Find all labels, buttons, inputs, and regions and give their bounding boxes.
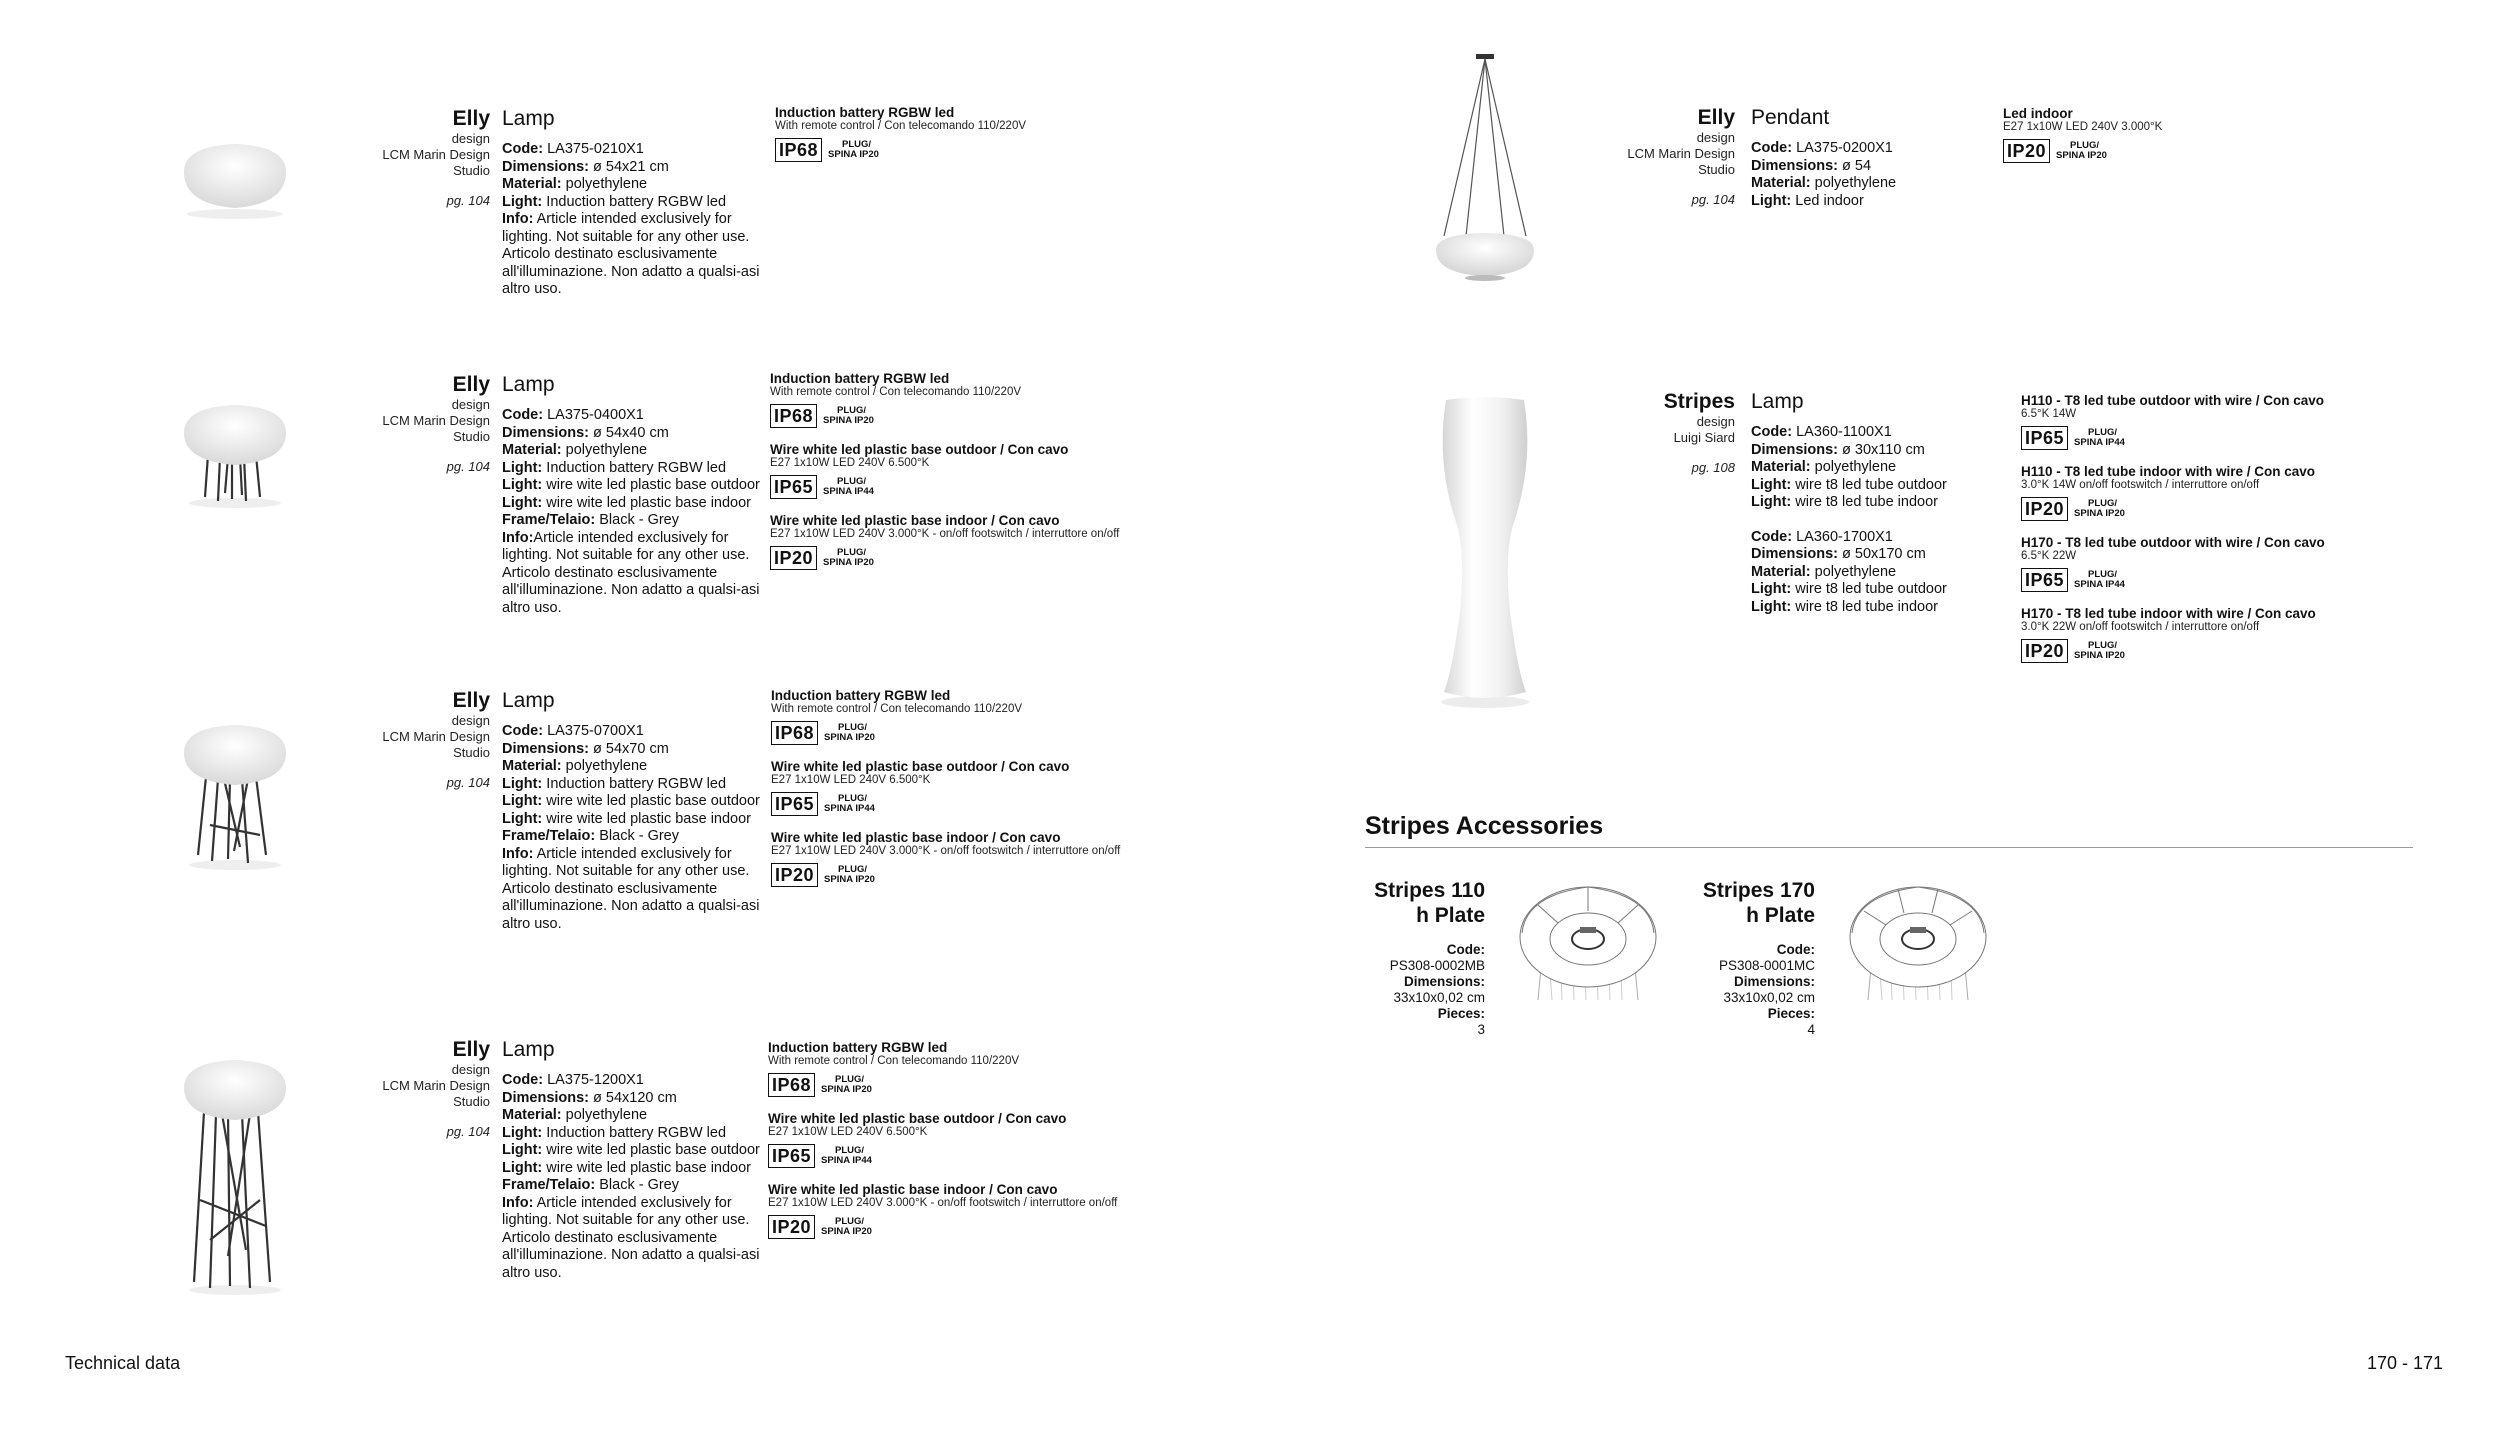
ip-rating-badge: IP65: [768, 1144, 815, 1168]
detail-line: Light: Induction battery RGBW led: [502, 1124, 727, 1141]
accessory-code-label: Code:: [1776, 942, 1815, 957]
detail-line: Light: wire t8 led tube outdoor: [1751, 581, 1947, 597]
ip-rating-badge: IP65: [2021, 426, 2068, 450]
accessory-dimensions: 33x10x0,02 cm: [1393, 990, 1485, 1005]
ip-rating-badge: IP20: [2021, 639, 2068, 663]
plug-spec: PLUG/ SPINA IP20: [823, 547, 874, 568]
product-name: Stripes: [1663, 390, 1735, 413]
product-details: [1751, 106, 2011, 210]
light-options: [770, 371, 1190, 584]
plug-spec: PLUG/ SPINA IP44: [2074, 569, 2125, 590]
ip-rating-badge: IP65: [2021, 568, 2068, 592]
light-option: H170 - T8 led tube outdoor with wire / Con cavo 6.5°K 22W IP65 PLUG/ SPINA IP44: [2021, 535, 2325, 590]
detail-line: Light: Induction battery RGBW led: [502, 459, 727, 476]
elly-pendant-image: [1420, 50, 1550, 290]
accessory-pieces-label: Pieces:: [1767, 1006, 1815, 1021]
light-options: [2021, 393, 2441, 677]
product-type: Lamp: [502, 107, 555, 130]
designer-name: LCM Marin Design Studio: [382, 147, 490, 178]
detail-line: Light: wire wite led plastic base indoor: [502, 494, 752, 511]
plug-spec: PLUG/ SPINA IP20: [821, 1074, 872, 1095]
accessory-pieces-label: Pieces:: [1437, 1006, 1485, 1021]
light-option: Led indoor E27 1x10W LED 240V 3.000°K IP20 PLUG/ SPINA IP20: [2003, 106, 2163, 161]
accessory-code: PS308-0001MC: [1718, 958, 1815, 973]
light-option: Induction battery RGBW led With remote control / Con telecomando 110/220V IP68 PLUG/ SPINA IP20: [770, 371, 1022, 426]
detail-line: Info: Article intended exclusively for lighting. Not suitable for any other use. Articolo destinato esclusivamente all'illuminazione. Non adatto a qualsi-asi altro uso.: [502, 211, 760, 297]
detail-line: Dimensions: ø 30x110 cm: [1751, 441, 1925, 458]
product-name: Elly: [452, 107, 490, 130]
designer-name: LCM Marin Design Studio: [382, 413, 490, 444]
accessory-code-label: Code:: [1446, 942, 1485, 957]
stripes-lamp-image: [1430, 392, 1540, 712]
light-option: Wire white led plastic base indoor / Con cavo E27 1x10W LED 240V 3.000°K - on/off footswitch / interruttore on/off IP20 PLUG/ SPINA IP20: [768, 1182, 1118, 1237]
detail-line: Light: Induction battery RGBW led: [502, 775, 727, 792]
light-option: Induction battery RGBW led With remote control / Con telecomando 110/220V IP68 PLUG/ SPINA IP20: [771, 688, 1023, 743]
ip-rating-badge: IP20: [2021, 497, 2068, 521]
product-type: Lamp: [502, 689, 555, 712]
ip-rating-badge: IP68: [770, 404, 817, 428]
page-reference: pg. 104: [446, 193, 490, 208]
detail-line: Light: wire wite led plastic base outdoor: [502, 1142, 760, 1158]
detail-line: Light: wire wite led plastic base outdoor: [502, 793, 760, 809]
designer-block: [375, 107, 490, 208]
light-options: [768, 1040, 1188, 1253]
detail-line: Dimensions: ø 54x40 cm: [502, 424, 669, 441]
detail-line: Light: wire wite led plastic base indoor: [502, 1159, 752, 1176]
page-reference: pg. 104: [1691, 192, 1735, 207]
page-reference: pg. 108: [1691, 460, 1735, 475]
page-reference: pg. 104: [446, 775, 490, 790]
plug-spec: PLUG/ SPINA IP20: [824, 864, 875, 885]
accessory-pieces: 3: [1477, 1022, 1485, 1037]
detail-line: Dimensions: ø 54x70 cm: [502, 740, 669, 757]
plug-spec: PLUG/ SPINA IP20: [823, 405, 874, 426]
detail-line: Frame/Telaio: Black - Grey: [502, 1177, 679, 1193]
plug-spec: PLUG/ SPINA IP44: [2074, 427, 2125, 448]
detail-line: Info: Article intended exclusively for lighting. Not suitable for any other use. Articolo destinato esclusivamente all'illuminazione. Non adatto a qualsi-asi altro uso.: [502, 1194, 760, 1281]
plug-spec: PLUG/ SPINA IP44: [821, 1145, 872, 1166]
light-option: Wire white led plastic base outdoor / Con cavo E27 1x10W LED 240V 6.500°K IP65 PLUG/ SPINA IP44: [771, 759, 1070, 814]
designer-name: LCM Marin Design Studio: [382, 1078, 490, 1109]
page-reference: pg. 104: [446, 459, 490, 474]
detail-line: Material: polyethylene: [502, 442, 648, 458]
light-option: H110 - T8 led tube indoor with wire / Con cavo 3.0°K 14W on/off footswitch / interruttore on/off IP20 PLUG/ SPINA IP20: [2021, 464, 2316, 519]
detail-line: Code: LA375-0210X1: [502, 141, 644, 157]
detail-line: Frame/Telaio: Black - Grey: [502, 512, 679, 528]
page-reference: pg. 104: [446, 1124, 490, 1139]
light-options: [2003, 106, 2423, 177]
light-option: Induction battery RGBW led With remote control / Con telecomando 110/220V IP68 PLUG/ SPINA IP20: [768, 1040, 1020, 1095]
light-option: Wire white led plastic base outdoor / Con cavo E27 1x10W LED 240V 6.500°K IP65 PLUG/ SPINA IP44: [768, 1111, 1067, 1166]
product-name: Elly: [452, 1038, 490, 1061]
detail-line: Code: LA375-0200X1: [1751, 140, 1893, 156]
plug-spec: PLUG/ SPINA IP44: [823, 476, 874, 497]
detail-line: Code: LA375-0700X1: [502, 723, 644, 739]
page-numbers: 170 - 171: [2366, 1353, 2443, 1373]
detail-line: Material: polyethylene: [502, 758, 648, 774]
accessory-dimensions-label: Dimensions:: [1733, 974, 1815, 989]
detail-line: Material: polyethylene: [1751, 459, 1897, 475]
detail-line: Dimensions: ø 50x170 cm: [1751, 546, 1926, 562]
elly-lamp-70-image: [170, 715, 300, 875]
design-label: design: [451, 131, 490, 146]
ip-rating-badge: IP68: [768, 1073, 815, 1097]
accessory-dimensions-label: Dimensions:: [1403, 974, 1485, 989]
stripes-170-plate-image: [1838, 875, 1998, 1015]
designer-block: [375, 373, 490, 474]
product-details: [502, 1038, 762, 1282]
detail-line: Light: Induction battery RGBW led: [502, 193, 727, 210]
light-option: Wire white led plastic base indoor / Con cavo E27 1x10W LED 240V 3.000°K - on/off footswitch / interruttore on/off IP20 PLUG/ SPINA IP20: [770, 513, 1120, 568]
product-type: Lamp: [1751, 390, 1804, 413]
light-option: Induction battery RGBW led With remote control / Con telecomando 110/220V IP68 PLUG/ SPINA IP20: [775, 105, 1027, 160]
light-options: [775, 105, 1195, 176]
detail-line: Light: wire wite led plastic base outdoor: [502, 477, 760, 493]
accessory-info: [1365, 878, 1485, 1038]
accessory-name: Stripes 110 h Plate: [1374, 879, 1485, 927]
product-details: [502, 689, 762, 933]
detail-line: Dimensions: ø 54x21 cm: [502, 158, 669, 175]
product-type: Pendant: [1751, 106, 1830, 129]
ip-rating-badge: IP20: [2003, 139, 2050, 163]
product-details: [1751, 390, 2011, 616]
designer-name: LCM Marin Design Studio: [1627, 146, 1735, 177]
detail-line: Light: wire t8 led tube indoor: [1751, 494, 1938, 510]
detail-line: Info:Article intended exclusively for lighting. Not suitable for any other use. Articolo destinato esclusivamente all'illuminazione. Non adatto a qualsi-asi altro uso.: [502, 529, 760, 616]
accessories-section-title: Stripes Accessories: [1365, 812, 1604, 840]
detail-line: Code: LA375-0400X1: [502, 407, 644, 423]
ip-rating-badge: IP20: [771, 863, 818, 887]
section-divider: [1365, 847, 2413, 848]
ip-rating-badge: IP20: [768, 1215, 815, 1239]
accessory-dimensions: 33x10x0,02 cm: [1723, 990, 1815, 1005]
elly-lamp-small-image: [170, 132, 300, 222]
elly-lamp-40-image: [170, 395, 300, 515]
footer-section-label: Technical data: [65, 1353, 181, 1373]
detail-line: Light: Led indoor: [1751, 192, 1864, 209]
plug-spec: PLUG/ SPINA IP20: [821, 1216, 872, 1237]
detail-line: Dimensions: ø 54: [1751, 157, 1872, 174]
product-name: Elly: [1697, 106, 1735, 129]
detail-line: Info: Article intended exclusively for lighting. Not suitable for any other use. Articolo destinato esclusivamente all'illuminazione. Non adatto a qualsi-asi altro uso.: [502, 845, 760, 932]
designer-name: Luigi Siard: [1673, 430, 1735, 445]
plug-spec: PLUG/ SPINA IP20: [2074, 498, 2125, 519]
ip-rating-badge: IP65: [771, 792, 818, 816]
detail-line: Material: polyethylene: [502, 176, 648, 192]
ip-rating-badge: IP65: [770, 475, 817, 499]
elly-lamp-120-image: [170, 1050, 300, 1300]
detail-line: Light: wire wite led plastic base indoor: [502, 810, 752, 827]
stripes-110-plate-image: [1508, 875, 1668, 1015]
light-option: Wire white led plastic base outdoor / Con cavo E27 1x10W LED 240V 6.500°K IP65 PLUG/ SPINA IP44: [770, 442, 1069, 497]
detail-spacer: [1751, 512, 2011, 529]
light-option: H170 - T8 led tube indoor with wire / Con cavo 3.0°K 22W on/off footswitch / interruttore on/off IP20 PLUG/ SPINA IP20: [2021, 606, 2316, 661]
design-label: design: [451, 1062, 490, 1077]
product-type: Lamp: [502, 373, 555, 396]
product-name: Elly: [452, 689, 490, 712]
detail-line: Light: wire t8 led tube indoor: [1751, 598, 1938, 615]
plug-spec: PLUG/ SPINA IP20: [828, 139, 879, 160]
accessory-pieces: 4: [1807, 1022, 1815, 1037]
designer-name: LCM Marin Design Studio: [382, 729, 490, 760]
product-details: [502, 107, 762, 299]
accessory-name: Stripes 170 h Plate: [1702, 879, 1815, 927]
design-label: design: [1696, 130, 1735, 145]
accessory-info: [1695, 878, 1815, 1038]
detail-line: Code: LA375-1200X1: [502, 1072, 644, 1088]
detail-line: Code: LA360-1100X1: [1751, 424, 1892, 440]
design-label: design: [1696, 414, 1735, 429]
detail-line: Light: wire t8 led tube outdoor: [1751, 476, 1947, 493]
detail-line: Dimensions: ø 54x120 cm: [502, 1089, 677, 1106]
accessory-code: PS308-0002MB: [1389, 958, 1485, 973]
ip-rating-badge: IP68: [775, 138, 822, 162]
plug-spec: PLUG/ SPINA IP44: [824, 793, 875, 814]
plug-spec: PLUG/ SPINA IP20: [2056, 140, 2107, 161]
plug-spec: PLUG/ SPINA IP20: [2074, 640, 2125, 661]
designer-block: [375, 689, 490, 790]
detail-line: Material: polyethylene: [1751, 175, 1897, 191]
product-name: Elly: [452, 373, 490, 396]
detail-line: Material: polyethylene: [502, 1107, 648, 1123]
light-option: H110 - T8 led tube outdoor with wire / Con cavo 6.5°K 14W IP65 PLUG/ SPINA IP44: [2021, 393, 2325, 448]
designer-block: [375, 1038, 490, 1139]
product-type: Lamp: [502, 1038, 555, 1061]
light-options: [771, 688, 1191, 901]
detail-line: Material: polyethylene: [1751, 563, 1897, 580]
plug-spec: PLUG/ SPINA IP20: [824, 722, 875, 743]
design-label: design: [451, 713, 490, 728]
product-details: [502, 373, 762, 617]
detail-line: Frame/Telaio: Black - Grey: [502, 828, 679, 844]
design-label: design: [451, 397, 490, 412]
ip-rating-badge: IP20: [770, 546, 817, 570]
designer-block: [1620, 106, 1735, 207]
ip-rating-badge: IP68: [771, 721, 818, 745]
light-option: Wire white led plastic base indoor / Con cavo E27 1x10W LED 240V 3.000°K - on/off footswitch / interruttore on/off IP20 PLUG/ SPINA IP20: [771, 830, 1121, 885]
designer-block: [1620, 390, 1735, 475]
detail-line: Code: LA360-1700X1: [1751, 528, 1893, 545]
